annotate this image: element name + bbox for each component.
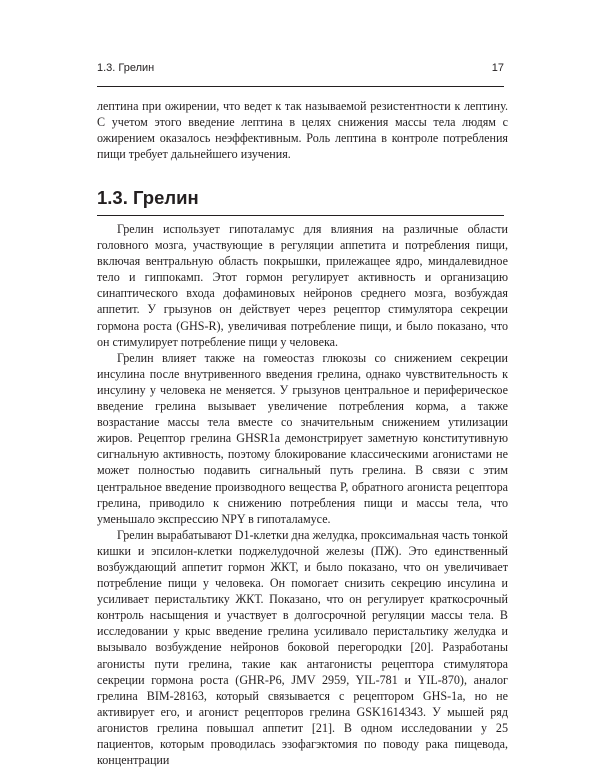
paragraph: Грелин влияет также на гомеостаз глюкозы со снижением секреции инсулина после внутривенного введения грелина, однако чувствительность к инсулину у человека не меняется. У грызунов центральное и периферическое введение грелина вызывает увеличение потребления корма, а также возрастание массы тела вместе со значительным снижением утилизации жиров. Рецептор грелина GHSR1a демонстрирует заметную конститутивную сигнальную активность, поэтому блокирование классическими агонистами не может полностью подавить сигнальный путь грелина. В связи с этим центральное введение производного вещества P, обратного агониста рецептора грелина, приводило к снижению потребления пищи и массы тела, что уменьшало экспрессию NPY в гипоталамусе.	[97, 350, 508, 526]
section-heading: 1.3. Грелин	[97, 187, 199, 208]
paragraph: Грелин вырабатывают D1-клетки дна желудка, проксимальная часть тонкой кишки и эпсилон-клетки поджелудочной железы (ПЖ). Это единственный возбуждающий аппетит гормон ЖКТ, и было показано, что он увеличивает потребление пищи у человека. Он помогает снизить секрецию инсулина и усиливает перистальтику ЖКТ. Показано, что он регулирует краткосрочный контроль насыщения и участвует в долгосрочной регуляции массы тела. В исследовании у крыс введение грелина усиливало перистальтику желудка и вызывало возбуждение нейронов боковой перегородки [20]. Разработаны агонисты пути грелина, такие как антагонисты рецептора стимулятора секреции гормона роста (GHR-P6, JMV 2959, YIL-781 и YIL-870), аналог грелина BIM-28163, который связывается с рецептором GHS-1a, но не активирует его, и агонист рецепторов грелина GSK1614343. У мышей ряд агонистов грелина повышал аппетит [21]. В одном исследовании у 25 пациентов, которым проводилась эзофагэктомия по поводу рака пищевода, концентрации	[97, 527, 508, 768]
running-header-title: 1.3. Грелин	[97, 62, 155, 74]
section-body	[97, 221, 508, 768]
page-number: 17	[491, 62, 504, 74]
intro-text-block	[97, 98, 508, 162]
header-divider	[97, 86, 504, 87]
section-heading-rule	[97, 215, 504, 216]
intro-paragraph: лептина при ожирении, что ведет к так называемой резистентности к лептину. С учетом этого введение лептина в целях снижения массы тела людям с ожирением оказалось неэффективным. Роль лептина в контроле потребления пищи требует дальнейшего изучения.	[97, 99, 508, 162]
paragraph: Грелин использует гипоталамус для влияния на различные области головного мозга, участвующие в регуляции аппетита и потребления пищи, включая вентральную область покрышки, прилежащее ядро, миндалевидное тело и гиппокамп. Этот гормон регулирует активность и организацию синаптического входа дофаминовых нейронов среднего мозга, возбуждая аппетит. У грызунов он действует через рецептор стимулятора секреции гормона роста (GHS-R), увеличивая потребление пищи, и было показано, что он стимулирует потребление пищи у человека.	[97, 222, 508, 349]
